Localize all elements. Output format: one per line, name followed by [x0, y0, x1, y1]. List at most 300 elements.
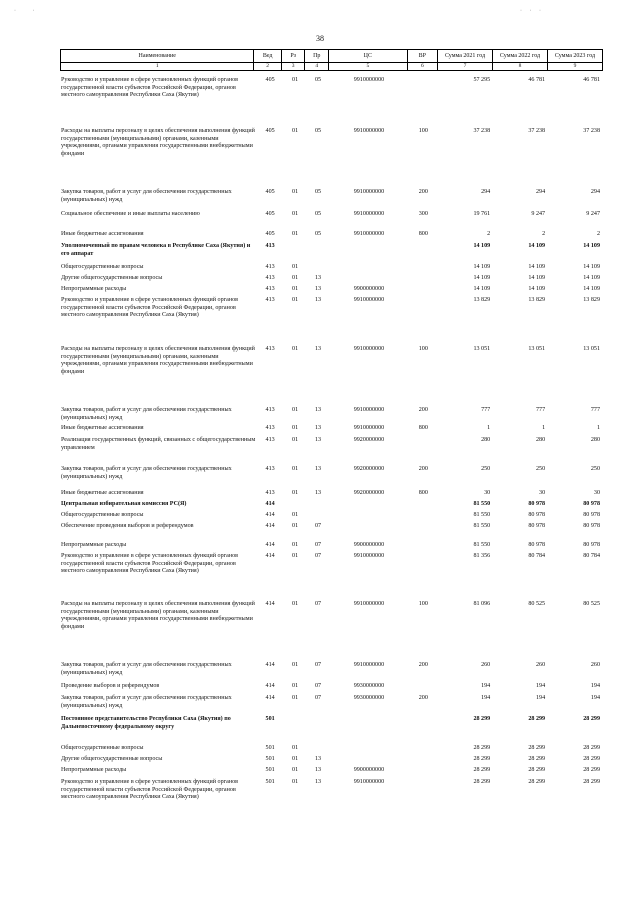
col-header-2022: Сумма 2022 год	[493, 50, 548, 62]
cell-s2021: 194	[481, 683, 491, 689]
cell-vr	[408, 716, 438, 731]
cell-rz	[284, 716, 307, 731]
col-number: 3	[282, 63, 306, 70]
table-row	[60, 490, 603, 498]
cell-ved: 501	[265, 745, 275, 751]
table-row	[60, 683, 603, 691]
cell-s2022: 28 299	[528, 779, 546, 785]
col-number: 5	[329, 63, 408, 70]
cell-rz: 01	[292, 77, 299, 83]
cell-pr: 13	[314, 346, 322, 352]
cell-cs	[330, 523, 409, 531]
cell-rz: 01	[292, 231, 299, 237]
cell-cs: 9910000000	[353, 601, 385, 607]
cell-name: Обеспечение проведения выборов и референдумов	[61, 523, 194, 529]
cell-ved: 414	[265, 501, 275, 507]
cell-s2022: 1	[542, 425, 546, 431]
cell-s2022: 13 051	[528, 346, 546, 352]
cell-s2021: 2	[487, 231, 491, 237]
cell-name: Общегосударственные вопросы	[61, 512, 144, 518]
cell-rz: 01	[292, 297, 299, 303]
cell-cs	[330, 264, 409, 272]
cell-cs: 9910000000	[353, 231, 385, 237]
cell-rz: 01	[292, 264, 299, 270]
cell-s2022: 250	[535, 466, 546, 472]
cell-pr	[307, 745, 330, 753]
cell-vr	[408, 683, 438, 691]
cell-s2021: 28 299	[473, 756, 491, 762]
cell-s2021: 14 109	[473, 264, 491, 270]
cell-s2021: 14 109	[473, 275, 491, 281]
cell-s2022: 777	[535, 407, 546, 413]
table-row	[60, 286, 603, 294]
cell-cs: 9910000000	[353, 346, 385, 352]
table-row	[60, 231, 603, 239]
cell-s2021: 777	[481, 407, 491, 413]
cell-s2023: 14 109	[583, 264, 601, 270]
cell-s2023: 46 781	[583, 77, 601, 83]
cell-s2021: 28 299	[473, 767, 491, 773]
cell-s2023: 80 978	[583, 501, 601, 507]
cell-rz: 01	[292, 211, 299, 217]
cell-pr: 13	[314, 779, 322, 785]
cell-name: Расходы на выплаты персоналу в целях обеспечения выполнения функций государственными (муниципальными) органами, казенными учреждениями, органами управления государственными внебюджетными фондами	[61, 601, 255, 630]
cell-s2022: 80 978	[528, 523, 546, 529]
cell-s2023: 80 978	[583, 512, 601, 518]
cell-s2023: 28 299	[583, 745, 601, 751]
cell-vr	[408, 264, 438, 272]
cell-s2023: 14 109	[583, 275, 601, 281]
cell-ved: 413	[265, 297, 275, 303]
cell-pr	[307, 243, 330, 258]
cell-name: Закупка товаров, работ и услуг для обеспечения государственных (муниципальных) нужд	[61, 466, 232, 480]
cell-rz: 01	[292, 553, 299, 559]
cell-ved: 414	[265, 542, 275, 548]
cell-pr: 13	[314, 437, 322, 443]
cell-s2021: 194	[481, 695, 491, 701]
cell-vr	[408, 286, 438, 294]
cell-s2023: 777	[590, 407, 601, 413]
cell-name: Непрограммные расходы	[61, 542, 127, 548]
scan-speck: · · ·	[520, 8, 544, 14]
cell-cs: 9910000000	[353, 211, 385, 217]
cell-ved: 414	[265, 601, 275, 607]
cell-pr: 13	[314, 275, 322, 281]
cell-cs: 9900000000	[353, 286, 385, 292]
cell-ved: 413	[265, 407, 275, 413]
cell-cs: 9910000000	[353, 297, 385, 303]
cell-name: Социальное обеспечение и иные выплаты населению	[61, 211, 200, 217]
col-header-vr: ВР	[408, 50, 438, 62]
cell-s2022: 80 784	[528, 553, 546, 559]
cell-ved: 414	[265, 512, 275, 518]
cell-s2022: 14 109	[528, 286, 546, 292]
cell-vr: 200	[418, 407, 428, 413]
cell-pr: 05	[314, 128, 322, 134]
cell-name: Центральная избирательная комиссия РС(Я)	[61, 501, 187, 507]
cell-s2021: 81 550	[473, 501, 491, 507]
cell-name: Иные бюджетные ассигнования	[61, 231, 144, 237]
cell-s2023: 30	[593, 490, 601, 496]
cell-s2023: 260	[590, 662, 601, 668]
cell-s2022: 9 247	[531, 211, 546, 217]
cell-s2022: 28 299	[528, 745, 546, 751]
table-row	[60, 189, 603, 204]
cell-s2021: 19 761	[473, 211, 491, 217]
cell-pr: 07	[314, 695, 322, 701]
cell-ved: 405	[265, 128, 275, 134]
cell-ved: 501	[265, 779, 275, 785]
cell-s2023: 37 238	[583, 128, 601, 134]
cell-pr: 07	[314, 683, 322, 689]
table-row	[60, 437, 603, 452]
cell-vr	[408, 297, 438, 320]
cell-rz: 01	[292, 275, 299, 281]
cell-vr	[408, 756, 438, 764]
cell-ved: 405	[265, 231, 275, 237]
cell-cs	[330, 512, 409, 520]
cell-ved: 501	[265, 767, 275, 773]
table-row	[60, 425, 603, 433]
cell-s2021: 28 299	[473, 716, 491, 722]
cell-rz: 01	[292, 756, 299, 762]
cell-rz: 01	[292, 490, 299, 496]
cell-s2023: 80 978	[583, 523, 601, 529]
cell-name: Общегосударственные вопросы	[61, 264, 144, 270]
table-row	[60, 501, 603, 509]
cell-vr	[408, 542, 438, 550]
cell-s2021: 260	[481, 662, 491, 668]
cell-cs	[330, 716, 409, 731]
col-number: 6	[408, 63, 438, 70]
cell-s2022: 80 978	[528, 501, 546, 507]
cell-s2021: 1	[487, 425, 491, 431]
table-header	[60, 49, 603, 63]
cell-rz: 01	[292, 286, 299, 292]
cell-pr: 07	[314, 523, 322, 529]
cell-vr	[408, 501, 438, 509]
cell-pr	[307, 512, 330, 520]
cell-cs	[330, 501, 409, 509]
cell-pr: 05	[314, 211, 322, 217]
table-row	[60, 767, 603, 775]
cell-name: Непрограммные расходы	[61, 767, 127, 773]
cell-pr	[307, 501, 330, 509]
cell-ved: 413	[265, 490, 275, 496]
cell-pr: 05	[314, 231, 322, 237]
cell-s2022: 46 781	[528, 77, 546, 83]
cell-pr: 07	[314, 662, 322, 668]
cell-vr: 200	[418, 189, 428, 195]
cell-name: Руководство и управление в сфере установленных функций органов государственной власти субъектов Российской Федерации, органов местного самоуправления Республики Саха (Якутия)	[61, 553, 239, 575]
col-number: 1	[61, 63, 254, 70]
cell-vr	[408, 512, 438, 520]
cell-ved: 405	[265, 211, 275, 217]
cell-cs: 9910000000	[353, 77, 385, 83]
col-number: 7	[438, 63, 493, 70]
cell-s2021: 81 550	[473, 542, 491, 548]
cell-pr: 13	[314, 286, 322, 292]
cell-s2022: 294	[535, 189, 546, 195]
cell-rz: 01	[292, 695, 299, 701]
col-header-2021: Сумма 2021 год	[438, 50, 493, 62]
cell-s2021: 280	[481, 437, 491, 443]
table-row	[60, 243, 603, 258]
cell-s2021: 37 238	[473, 128, 491, 134]
cell-s2023: 194	[590, 695, 601, 701]
col-header-2023: Сумма 2023 год	[554, 53, 596, 59]
cell-name: Руководство и управление в сфере установленных функций органов государственной власти субъектов Российской Федерации, органов местного самоуправления Республики Саха (Якутия)	[61, 779, 239, 801]
cell-cs: 9920000000	[353, 466, 385, 472]
table-row	[60, 779, 603, 802]
cell-cs: 9910000000	[353, 407, 385, 413]
cell-ved: 414	[265, 553, 275, 559]
cell-s2022: 2	[542, 231, 546, 237]
table-row	[60, 466, 603, 481]
cell-s2021: 28 299	[473, 745, 491, 751]
table-row	[60, 275, 603, 283]
table-row	[60, 662, 603, 677]
cell-rz: 01	[292, 767, 299, 773]
cell-pr	[307, 716, 330, 731]
col-header-pr: Пр	[305, 50, 329, 62]
column-number-row	[60, 63, 603, 71]
cell-ved: 501	[265, 756, 275, 762]
table-row	[60, 346, 603, 376]
cell-ved: 413	[265, 466, 275, 472]
cell-s2021: 30	[484, 490, 491, 496]
cell-ved: 414	[265, 695, 275, 701]
cell-cs: 9910000000	[353, 662, 385, 668]
cell-s2022: 260	[535, 662, 546, 668]
cell-s2021: 13 051	[473, 346, 491, 352]
cell-vr: 100	[418, 346, 428, 352]
cell-s2022: 14 109	[528, 264, 546, 270]
table-row	[60, 716, 603, 731]
col-number: 2	[254, 63, 282, 70]
table-row	[60, 128, 603, 158]
cell-name: Закупка товаров, работ и услуг для обеспечения государственных (муниципальных) нужд	[61, 662, 232, 676]
cell-s2022: 14 109	[528, 275, 546, 281]
table-row	[60, 77, 603, 100]
col-number: 8	[493, 63, 548, 70]
cell-name: Общегосударственные вопросы	[61, 745, 144, 751]
col-header-ved: Вед	[254, 50, 282, 62]
cell-s2023: 280	[590, 437, 601, 443]
cell-s2023: 14 109	[583, 243, 601, 249]
cell-s2023: 80 978	[583, 542, 601, 548]
table-row	[60, 695, 603, 710]
cell-ved: 413	[265, 346, 275, 352]
cell-s2022: 194	[535, 695, 546, 701]
table-row	[60, 756, 603, 764]
cell-s2021: 294	[481, 189, 491, 195]
cell-ved: 414	[265, 683, 275, 689]
cell-ved: 413	[265, 437, 275, 443]
cell-vr	[408, 767, 438, 775]
table-row	[60, 542, 603, 550]
cell-s2021: 14 109	[473, 286, 491, 292]
cell-s2022: 14 109	[528, 243, 546, 249]
cell-ved: 413	[265, 243, 275, 249]
cell-cs: 9910000000	[353, 779, 385, 785]
cell-ved: 413	[265, 286, 275, 292]
cell-s2023: 13 829	[583, 297, 601, 303]
cell-pr: 13	[314, 756, 322, 762]
cell-ved: 414	[265, 662, 275, 668]
cell-cs: 9920000000	[353, 437, 385, 443]
cell-pr	[307, 264, 330, 272]
cell-rz: 01	[292, 437, 299, 443]
cell-ved: 413	[265, 264, 275, 270]
cell-pr: 07	[314, 601, 322, 607]
cell-cs: 9910000000	[353, 189, 385, 195]
cell-name: Расходы на выплаты персоналу в целях обеспечения выполнения функций государственными (муниципальными) органами, казенными учреждениями, органами управления государственными внебюджетными фондами	[61, 346, 255, 375]
cell-s2023: 28 299	[583, 716, 601, 722]
cell-vr	[408, 779, 438, 802]
cell-vr: 100	[418, 601, 428, 607]
cell-pr: 05	[314, 189, 322, 195]
cell-rz: 01	[292, 523, 299, 529]
cell-s2023: 1	[596, 425, 601, 431]
cell-name: Закупка товаров, работ и услуг для обеспечения государственных (муниципальных) нужд	[61, 695, 232, 709]
cell-cs	[330, 243, 409, 258]
table-row	[60, 553, 603, 576]
cell-s2023: 2	[596, 231, 601, 237]
cell-vr: 300	[418, 211, 428, 217]
col-header-name: Наименование	[61, 50, 254, 62]
cell-s2021: 81 096	[473, 601, 491, 607]
col-number: 9	[573, 63, 577, 69]
cell-s2021: 13 829	[473, 297, 491, 303]
cell-rz: 01	[292, 542, 299, 548]
table-row	[60, 407, 603, 422]
cell-rz: 01	[292, 683, 299, 689]
cell-rz	[284, 501, 307, 509]
cell-vr: 200	[418, 662, 428, 668]
cell-name: Иные бюджетные ассигнования	[61, 425, 144, 431]
cell-rz: 01	[292, 512, 299, 518]
cell-s2023: 250	[590, 466, 601, 472]
cell-vr	[408, 437, 438, 452]
cell-s2023: 28 299	[583, 756, 601, 762]
cell-name: Реализация государственных функций, связанных с общегосударственным управлением	[61, 437, 256, 451]
cell-rz	[284, 243, 307, 258]
cell-s2021: 81 550	[473, 523, 491, 529]
cell-vr: 200	[418, 695, 428, 701]
table-row	[60, 745, 603, 753]
cell-cs	[330, 275, 409, 283]
cell-ved: 501	[265, 716, 275, 722]
cell-ved: 405	[265, 77, 275, 83]
cell-s2021: 250	[481, 466, 491, 472]
cell-name: Постоянное представительство Республики Саха (Якутия) по Дальневосточному федеральному округу	[61, 716, 231, 730]
table-row	[60, 297, 603, 320]
cell-ved: 405	[265, 189, 275, 195]
cell-vr: 800	[418, 425, 428, 431]
table-row	[60, 211, 603, 219]
cell-name: Закупка товаров, работ и услуг для обеспечения государственных (муниципальных) нужд	[61, 407, 232, 421]
cell-pr: 13	[314, 490, 322, 496]
table-row	[60, 523, 603, 531]
cell-s2021: 81 550	[473, 512, 491, 518]
cell-cs: 9920000000	[353, 490, 385, 496]
cell-s2022: 80 525	[528, 601, 546, 607]
cell-ved: 414	[265, 523, 275, 529]
cell-s2022: 28 299	[528, 767, 546, 773]
cell-vr	[408, 553, 438, 576]
cell-cs: 9930000000	[353, 683, 385, 689]
cell-name: Проведение выборов и референдумов	[61, 683, 160, 689]
cell-cs	[330, 745, 409, 753]
cell-rz: 01	[292, 425, 299, 431]
cell-cs: 9910000000	[353, 425, 385, 431]
cell-vr: 800	[418, 490, 428, 496]
cell-name: Другие общегосударственные вопросы	[61, 756, 163, 762]
cell-ved: 413	[265, 275, 275, 281]
col-number: 4	[305, 63, 329, 70]
budget-table	[60, 49, 603, 71]
cell-s2022: 80 978	[528, 512, 546, 518]
cell-name: Руководство и управление в сфере установленных функций органов государственной власти субъектов Российской Федерации, органов местного самоуправления Республики Саха (Якутия)	[61, 297, 239, 319]
cell-rz: 01	[292, 745, 299, 751]
cell-vr	[408, 745, 438, 753]
cell-cs: 9900000000	[353, 542, 385, 548]
cell-vr	[408, 275, 438, 283]
cell-name: Уполномоченный по правам человека в Республике Саха (Якутия) и его аппарат	[61, 243, 251, 257]
cell-s2022: 30	[539, 490, 546, 496]
table-row	[60, 512, 603, 520]
cell-s2023: 80 525	[583, 601, 601, 607]
table-row	[60, 264, 603, 272]
cell-rz: 01	[292, 128, 299, 134]
cell-pr: 13	[314, 407, 322, 413]
cell-cs: 9910000000	[353, 128, 385, 134]
cell-vr: 100	[418, 128, 428, 134]
cell-rz: 01	[292, 346, 299, 352]
cell-vr	[408, 243, 438, 258]
cell-s2021: 28 299	[473, 779, 491, 785]
cell-pr: 13	[314, 466, 322, 472]
cell-s2022: 13 829	[528, 297, 546, 303]
cell-pr: 13	[314, 297, 322, 303]
cell-pr: 05	[314, 77, 322, 83]
page-number: 38	[316, 34, 324, 43]
cell-s2022: 280	[535, 437, 546, 443]
cell-pr: 07	[314, 542, 322, 548]
cell-cs: 9900000000	[353, 767, 385, 773]
col-header-cs: ЦС	[329, 50, 408, 62]
cell-vr: 200	[418, 466, 428, 472]
cell-rz: 01	[292, 662, 299, 668]
cell-s2023: 294	[590, 189, 601, 195]
cell-s2023: 9 247	[586, 211, 601, 217]
cell-s2023: 80 784	[583, 553, 601, 559]
cell-rz: 01	[292, 779, 299, 785]
cell-s2022: 37 238	[528, 128, 546, 134]
cell-rz: 01	[292, 601, 299, 607]
cell-vr	[408, 523, 438, 531]
table-row	[60, 601, 603, 631]
col-header-rz: Рз	[282, 50, 306, 62]
cell-cs: 9930000000	[353, 695, 385, 701]
cell-s2021: 81 356	[473, 553, 491, 559]
cell-name: Иные бюджетные ассигнования	[61, 490, 144, 496]
cell-s2022: 80 978	[528, 542, 546, 548]
cell-s2023: 14 109	[583, 286, 601, 292]
cell-name: Непрограммные расходы	[61, 286, 127, 292]
cell-s2022: 194	[535, 683, 546, 689]
